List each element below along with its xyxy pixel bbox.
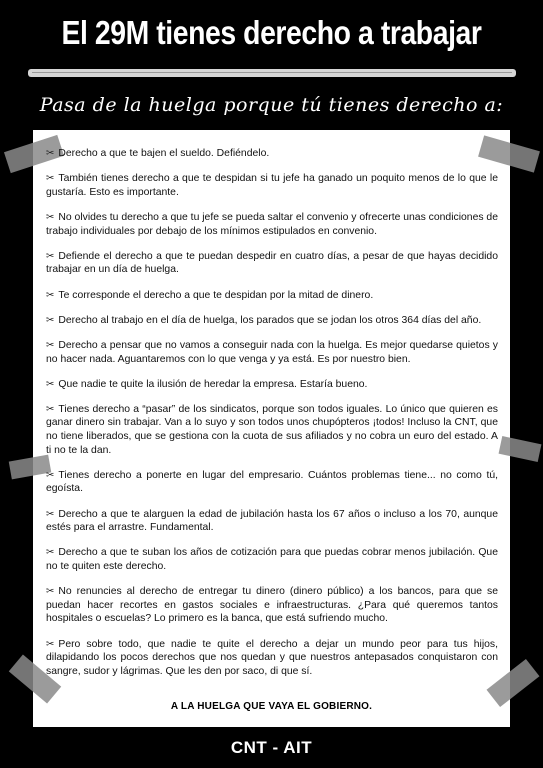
closing-slogan: A LA HUELGA QUE VAYA EL GOBIERNO. bbox=[170, 701, 373, 712]
scissors-icon: ✂ bbox=[46, 289, 55, 301]
list-item-text: Tienes derecho a ponerte en lugar del empresario. Cuántos problemas tiene... no como tú, egoísta. bbox=[46, 469, 498, 495]
poster-title: El 29M tienes derecho a trabajar bbox=[61, 14, 482, 51]
rights-list bbox=[46, 147, 498, 690]
scissors-icon: ✂ bbox=[46, 378, 55, 390]
scissors-icon: ✂ bbox=[46, 250, 55, 262]
list-item bbox=[46, 508, 498, 535]
title-underline bbox=[28, 69, 516, 77]
list-item bbox=[46, 378, 498, 392]
scissors-icon: ✂ bbox=[46, 403, 55, 415]
list-item-text: Derecho a que te suban los años de cotización para que puedas cobrar menos jubilación. Que no te quiten este derecho. bbox=[46, 547, 498, 572]
list-item bbox=[46, 585, 498, 626]
list-item bbox=[46, 314, 498, 328]
poster-subtitle: Pasa de la huelga porque tú tienes derecho a: bbox=[39, 94, 504, 116]
list-item bbox=[46, 403, 498, 457]
list-item-text: Defiende el derecho a que te puedan despedir en cuatro días, a pesar de que hayas decidido trabajar en un día de huelga. bbox=[46, 250, 498, 276]
scissors-icon: ✂ bbox=[46, 339, 55, 351]
scissors-icon: ✂ bbox=[46, 314, 55, 326]
list-item-text: Derecho a que te alarguen la edad de jubilación hasta los 67 años o incluso a los 70, aunque estés para el arrastre. Fundamental. bbox=[46, 508, 498, 534]
list-item-text: No olvides tu derecho a que tu jefe se pueda saltar el convenio y ofrecerte unas condiciones de trabajo individuales por debajo de los mínimos estipulados en convenio. bbox=[46, 211, 498, 237]
list-item-text: Derecho a que te bajen el sueldo. Defiéndelo. bbox=[58, 148, 270, 159]
organization-name: CNT - AIT bbox=[230, 738, 313, 757]
list-item-text: Que nadie te quite la ilusión de heredar la empresa. Estaría bueno. bbox=[58, 378, 368, 390]
list-item bbox=[46, 289, 498, 303]
list-item bbox=[46, 172, 498, 199]
list-item-text: Te corresponde el derecho a que te despidan por la mitad de dinero. bbox=[58, 289, 374, 301]
list-item-text: Pero sobre todo, que nadie te quite el derecho a dejar un mundo peor para tus hijos, dilapidando los pocos derechos que nos quedan y que nuestros antepasados conquistaron con sangre, sudor y lágrimas. Que les den por saco, di que sí. bbox=[46, 638, 498, 677]
list-item-text: Derecho al trabajo en el día de huelga, los parados que se jodan los otros 364 días del año. bbox=[58, 314, 482, 326]
list-item bbox=[46, 250, 498, 277]
list-item bbox=[46, 211, 498, 238]
scissors-icon: ✂ bbox=[46, 508, 55, 520]
list-item bbox=[46, 546, 498, 573]
list-item bbox=[46, 638, 498, 679]
scissors-icon: ✂ bbox=[46, 211, 55, 223]
scissors-icon: ✂ bbox=[46, 469, 55, 481]
scissors-icon: ✂ bbox=[46, 638, 55, 650]
list-item-text: No renuncies al derecho de entregar tu dinero (dinero público) a los bancos, para que se puedan hacer recortes en gastos sociales e infraestructuras. ¿Para qué queremos tantos hospitales o escuelas? Lo primero es la banca, que está sufriendo mucho. bbox=[46, 586, 498, 625]
scissors-icon: ✂ bbox=[46, 148, 55, 159]
list-item-text: Derecho a pensar que no vamos a conseguir nada con la huelga. Es mejor quedarse quietos y no hacer nada. Aguantaremos con lo que venga y ya está. Es por nuestro bien. bbox=[46, 339, 498, 365]
list-item bbox=[46, 339, 498, 366]
list-item bbox=[46, 147, 498, 161]
scissors-icon: ✂ bbox=[46, 547, 55, 559]
list-item-text: Tienes derecho a “pasar” de los sindicatos, porque son todos iguales. Lo único que quieren es ganar dinero sin trabajar. Van a lo suyo y son todos unos chupópteros ¡todos! Incluso la CNT, que no tiene liberados, que se gestiona con la cuota de sus afiliados y no cobra un euro del estado. A ti no te la dan. bbox=[46, 403, 498, 456]
scissors-icon: ✂ bbox=[46, 173, 55, 185]
list-item-text: También tienes derecho a que te despidan si tu jefe ha ganado un poquito menos de lo que le gustaría. Esto es importante. bbox=[46, 173, 498, 198]
list-item bbox=[46, 469, 498, 496]
scissors-icon: ✂ bbox=[46, 586, 55, 598]
